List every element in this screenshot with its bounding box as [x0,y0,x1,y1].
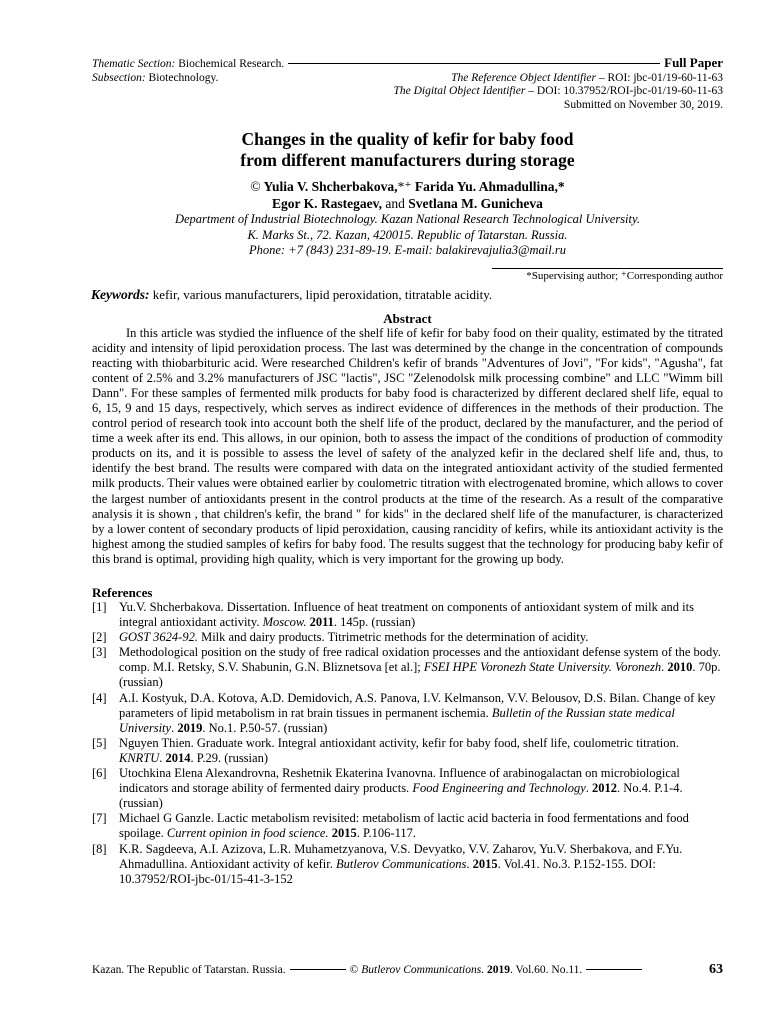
reference-source: Moscow. [262,615,307,630]
reference-source: Butlerov Communications [335,856,467,871]
reference-year: 2015 [331,826,357,841]
reference-number: [4] [92,690,107,705]
reference-source: Bulletin of the Russian state medical University [119,705,675,735]
reference-number: [1] [92,600,107,614]
reference-item [92,811,723,841]
page-number: 63 [709,962,723,977]
reference-sep: . [661,660,668,675]
reference-item [92,645,723,690]
doi-line [92,85,723,99]
authors-line-2 [92,195,723,212]
title-line-1: Changes in the quality of kefir for baby food [241,129,574,149]
reference-text [119,811,723,841]
footer-rule-2 [586,969,642,970]
reference-year: 2011 [309,615,334,630]
reference-details: . 70p. (russian) [119,660,721,690]
reference-source: GOST 3624-92. [119,630,198,645]
author-2: Farida Yu. Ahmadullina,* [414,179,565,194]
reference-authors: Utochkina Elena Alexandrovna, Reshetnik Ekaterina Ivanovna. Influence of arabinogalactan on microbiological indicators and storage ability of fermented dairy products. [119,766,680,796]
doi-label: The Digital Object Identifier [393,85,526,97]
roi-label: The Reference Object Identifier [451,71,596,84]
footer-location: Kazan. The Republic of Tatarstan. Russia. [92,964,286,976]
copyright-symbol: © [250,179,261,194]
thematic-value: Biochemical Research. [178,58,285,70]
reference-details: . No.1. P.50-57. (russian) [202,720,328,735]
page-footer [92,962,723,978]
reference-item [92,842,723,887]
reference-source: Current opinion in food science. [166,826,329,841]
reference-text [119,691,723,736]
author-1-mark: *⁺ [397,179,412,194]
reference-source: Food Engineering and Technology [412,781,586,796]
roi-line [451,72,723,86]
reference-source: FSEI HPE Voronezh State University. Voronezh [423,660,662,675]
author-list [92,178,723,212]
subsection-value: Biotechnology. [148,71,219,84]
reference-number: [3] [92,645,107,660]
paper-title [92,129,723,171]
reference-authors: Michael G Ganzle. Lactic metabolism revisited: metabolism of lactic acid bacteria in food fermentations and food spoilage. [119,811,689,841]
footer-journal: Butlerov Communications. [361,964,485,976]
thematic-label: Thematic Section: [92,58,176,70]
reference-authors: K.R. Sagdeeva, A.I. Azizova, L.R. Muhametzyanova, V.S. Devyatko, V.V. Zaharov, Yu.V. Sherbakova, and F.Yu. Ahmadullina. Antioxidant activity of kefir. [119,841,683,871]
affiliation [92,212,723,259]
reference-number: [2] [92,630,107,645]
reference-sep: . [171,720,178,735]
reference-item [92,766,723,811]
reference-number: [6] [92,766,107,781]
affiliation-contact: Phone: +7 (843) 231-89-19. E-mail: balakirevajulia3@mail.ru [249,243,566,257]
reference-item [92,691,723,736]
footer-rule-1 [290,969,346,970]
reference-details: . P.106-117. [356,826,416,841]
keywords-text: kefir, various manufacturers, lipid peroxidation, titratable acidity. [152,286,493,302]
keywords-label: Keywords: [91,286,150,302]
reference-sep: Milk and dairy products. Titrimetric methods for the determination of acidity. [197,630,589,645]
reference-text [119,645,723,690]
reference-item [92,736,723,766]
doi-value: – DOI: 10.37952/ROI-jbc-01/19-60-11-63 [528,85,723,97]
submitted-date: Submitted on November 30, 2019. [563,98,723,111]
footer-copyright: © [349,964,359,976]
supervising-author-note: *Supervising author; ⁺Corresponding author [492,268,723,283]
reference-text [119,736,723,766]
reference-sep: . [466,856,473,871]
reference-details: . Vol.41. No.3. P.152-155. DOI: 10.37952/ROI-jbc-01/15-41-3-152 [119,856,656,886]
keywords [91,287,723,303]
roi-value: – ROI: jbc-01/19-60-11-63 [598,71,723,84]
title-line-2: from different manufacturers during storage [240,150,575,170]
abstract-body: In this article was stydied the influence of the shelf life of kefir for baby food on their quality, estimated by the titrated acidity and intensity of lipid peroxidation process. The last was determined by the change in the concentration of compounds reacting with thiobarbituric acid. Were researched Children's kefir of brands "Adventures of Jovi", "For kids", "Agusha", fat content of 2.5% and 3.2% manufacturers of JSC "lactis", JSC "Zelenodolsk milk processing combine" and LLC "Wimm bill Dann". For these samples of fermented milk products for baby food is characterized by different declared shelf life, equal to 6, 15, 9 and 15 days, respectively, which serves as indirect evidence of differences in the methods of their production. The control period of research took into account both the shelf life of the product, declared by the manufacturer, and the period of time a week after its end. This allows, in our opinion, both to assess the impact of the conditions of production of commodity products on its, and it is possible to assess the level of safety of the analyzed kefir in the declared shelf life and, thus, to identify the best brand. The results were compared with data on the integrated antioxidant activity of the studied fermented milk products. Their values were obtained earlier by coulometric titration with electrogenated bromine, which allows to cover the largest number of antioxidants present in the control products at the time of the research. As a result of the comparative analysis it is shown , that children's kefir, the brand " for kids" in the declared shelf life of the manufacturer, is characterized by a lower content of secondary products of lipid peroxidation, causing rancidity of kefirs, while its antioxidant activity is the highest among the studied samples of kefirs for baby food. The results suggest that the technology for producing baby kefir of this brand is optimal, providing high quality, which is very important for the growing up body. [92,325,723,566]
header-row-1 [92,56,723,72]
reference-list [92,600,723,887]
reference-year: 2014 [165,750,191,765]
reference-details: . P.29. (russian) [190,750,268,765]
footer-year: 2019 [486,964,510,976]
reference-text [119,842,723,887]
reference-number: [8] [92,841,107,856]
author-3: Egor K. Rastegaev, [272,196,383,211]
thematic-section [92,58,284,72]
subsection [92,72,218,86]
authors-line-1 [92,178,723,195]
reference-item [92,600,723,630]
paper-page [92,56,723,887]
reference-text [119,600,723,630]
affiliation-line-1: Department of Industrial Biotechnology. Kazan National Research Technological University. [174,212,640,226]
references-heading: References [92,585,153,600]
reference-year: 2019 [177,720,203,735]
reference-year: 2012 [592,781,618,796]
reference-sep: . [159,750,166,765]
reference-sep: . [585,781,593,796]
reference-item [92,630,723,645]
reference-year: 2015 [472,856,498,871]
reference-number: [5] [92,735,107,750]
header-rule [288,63,660,64]
header-row-2 [92,72,723,86]
reference-authors: Methodological position on the study of free radical oxidation processes and the antioxidant defense system of the body. comp. M.I. Retsky, S.V. Shabunin, G.N. Bliznetsova [et al.]; [119,645,721,675]
footer-issue: . Vol.60. No.11. [509,964,583,976]
authors-and: and [385,196,405,211]
author-1: Yulia V. Shcherbakova, [263,179,398,194]
author-4: Svetlana M. Gunicheva [408,196,543,211]
reference-number: [7] [92,811,107,826]
full-paper-label: Full Paper [664,55,723,70]
affiliation-line-2: K. Marks St., 72. Kazan, 420015. Republic of Tatarstan. Russia. [247,227,568,242]
reference-authors: Yu.V. Shcherbakova. Dissertation. Influence of heat treatment on components of antioxidant system of milk and its integral antioxidant activity. [119,600,694,630]
subsection-label: Subsection: [92,71,146,84]
reference-authors: Nguyen Thien. Graduate work. Integral antioxidant activity, kefir for baby food, shelf life, coulometric titration. [119,735,679,750]
reference-text [119,766,723,811]
reference-source: KNRTU [119,750,160,765]
reference-text [119,630,723,645]
reference-year: 2010 [667,660,693,675]
abstract-heading: Abstract [383,310,432,326]
reference-authors: A.I. Kostyuk, D.A. Kotova, A.D. Demidovich, A.S. Panova, I.V. Kelmanson, V.V. Belousov, D.S. Bilan. Change of key parameters of lipid metabolism in rat brain tissues in permanent ischemia. [119,690,716,720]
reference-details: . 145p. (russian) [333,615,416,630]
reference-details: . No.4. P.1-4. (russian) [119,781,683,811]
